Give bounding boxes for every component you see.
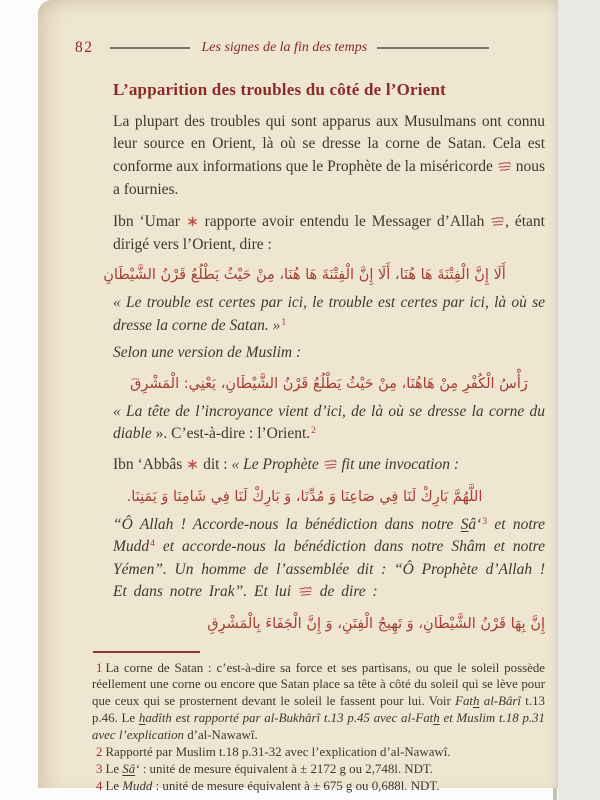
footnotes-section <box>92 651 545 795</box>
footnote-number: 1 <box>96 660 103 675</box>
page-number: 82 <box>75 39 94 56</box>
honorific-saw-icon <box>498 157 511 179</box>
quote-paragraph: « La tête de l’incroyance vient d’ici, de là où se dresse la corne du diable ». C’est-à-dire : l’Orient.2 <box>113 402 545 443</box>
footnote: 4 Le Mudd : unité de mesure équivalent à ± 675 g ou 0,688l. NDT. <box>96 778 440 793</box>
running-title: Les signes de la fin des temps <box>201 40 368 55</box>
footnote-rule <box>93 651 200 653</box>
header-rule-right <box>377 47 489 48</box>
honorific-saw-icon <box>324 455 337 477</box>
honorific-saw-icon <box>491 212 504 234</box>
page-header <box>75 38 545 58</box>
paragraph: La plupart des troubles qui sont apparus aux Musulmans ont connu leur source en Orient, là où se dresse la corne de Satan. Cela est conforme aux informations que le Prophète de la miséricorde nous a fournies. <box>113 113 545 199</box>
footnote: 1 La corne de Satan : c’est-à-dire sa force et ses partisans, ou que le soleil possède réellement une corne ou encore que Satan place sa tête à côté du soleil qui se lève pour que ceux qui se prosternent devant le soleil le fassent pour lui. Voir Fath al-Bârî t.13 p.46. Le hadîth est rapporté par al-Bukhârî t.13 p.45 avec al-Fath et Muslim t.18 p.31 avec l’explication d’al-Nawawî. <box>92 660 546 743</box>
footnote: 3 Le Sâ‘ : unité de mesure équivalent à ± 2172 g ou 2,748l. NDT. <box>96 761 434 776</box>
scan-right-margin <box>558 0 600 800</box>
content-area <box>103 111 545 638</box>
header-rule-left <box>110 47 190 48</box>
arabic-line: اللَّهُمَّ بَارِكْ لَنَا فِي صَاعِنَا وَ مُدِّنَا، وَ بَارِكْ لَنَا فِي شَامِنَا وَ يَمَنِنَا. <box>126 488 483 505</box>
book-page <box>38 0 558 793</box>
footnotes-list <box>92 660 545 795</box>
section-title: L’apparition des troubles du côté de l’Orient <box>113 80 446 99</box>
footnote-number: 4 <box>96 778 103 793</box>
paragraph: Selon une version de Muslim : <box>113 344 302 362</box>
honorific-ra-icon <box>187 455 198 477</box>
quote-paragraph: « Le trouble est certes par ici, le trouble est certes par ici, là où se dresse la corne de Satan. »1 <box>113 294 545 334</box>
footnote-number: 3 <box>96 761 103 776</box>
arabic-line: رَأْسُ الْكُفْرِ مِنْ هَاهُنَا، مِنْ حَيْثُ يَطْلُعُ قَرْنُ الشَّيْطَانِ، يَعْنِي: الْمَشْرِقَ <box>130 375 528 392</box>
honorific-ra-icon <box>187 212 198 234</box>
honorific-saw-icon <box>299 582 312 604</box>
paragraph: Ibn ‘Umar rapporte avoir entendu le Messager d’Allah , étant dirigé vers l’Orient, dire : <box>113 212 545 254</box>
paragraph: Ibn ‘Abbâs dit : « Le Prophète fit une invocation : <box>113 454 545 477</box>
arabic-line: أَلَا إِنَّ الْفِتْنَةَ هَا هُنَا، أَلَا إِنَّ الْفِتْنَةَ هَا هُنَا، مِنْ حَيْثُ يَطْلُعُ قَرْنُ الشَّيْطَانِ <box>103 267 506 284</box>
quote-paragraph: “Ô Allah ! Accorde-nous la bénédiction dans notre Sâ‘3 et notre Mudd4 et accorde-nous la bénédiction dans notre Shâm et notre Yémen”. Un homme de l’assemblée dit : “Ô Prophète d’Allah ! Et dans notre Irak”. Et lui de dire : <box>113 514 545 605</box>
footnote-number: 2 <box>96 745 103 760</box>
arabic-line: إِنَّ بِهَا قَرْنُ الشَّيْطَانِ، وَ تَهِيجُ الْفِتَنِ، وَ إِنَّ الْجَفَاءَ بِالْمَشْرِقِ <box>207 615 545 632</box>
footnote: 2 Rapporté par Muslim t.18 p.31-32 avec l’explication d’al-Nawawî. <box>96 745 451 760</box>
